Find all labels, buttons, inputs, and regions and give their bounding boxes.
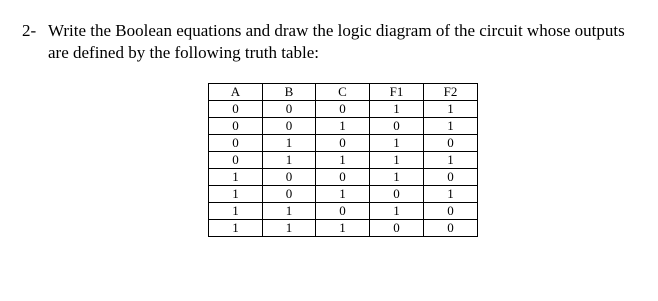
question-row [22, 20, 642, 64]
table-cell: 1 [316, 152, 370, 169]
table-row [209, 118, 478, 135]
table-cell: 1 [424, 118, 478, 135]
table-cell: 0 [209, 135, 263, 152]
table-cell: 1 [370, 169, 424, 186]
table-cell: 1 [370, 152, 424, 169]
table-row [209, 152, 478, 169]
table-cell: 0 [316, 135, 370, 152]
table-cell: 0 [370, 186, 424, 203]
table-cell: 1 [424, 186, 478, 203]
table-cell: 0 [424, 203, 478, 220]
table-cell: 1 [263, 203, 316, 220]
table-cell: 1 [316, 186, 370, 203]
table-cell: 0 [316, 203, 370, 220]
table-cell: 1 [209, 186, 263, 203]
table-cell: 1 [316, 118, 370, 135]
table-cell: 1 [263, 220, 316, 237]
table-cell: 0 [424, 135, 478, 152]
table-row [209, 220, 478, 237]
table-cell: 1 [209, 220, 263, 237]
question-block [22, 20, 642, 64]
table-cell: 1 [424, 101, 478, 118]
question-text: Write the Boolean equations and draw the logic diagram of the circuit whose outputs are defined by the following truth table: [48, 21, 625, 62]
table-cell: 1 [263, 135, 316, 152]
table-row [209, 169, 478, 186]
table-cell: 0 [316, 169, 370, 186]
table-row [209, 135, 478, 152]
table-cell: 1 [263, 152, 316, 169]
table-cell: 0 [263, 186, 316, 203]
column-header-c: C [316, 84, 370, 101]
table-cell: 1 [370, 135, 424, 152]
column-header-f1: F1 [370, 84, 424, 101]
table-cell: 1 [370, 203, 424, 220]
table-cell: 0 [263, 101, 316, 118]
column-header-f2: F2 [424, 84, 478, 101]
table-cell: 0 [263, 169, 316, 186]
table-cell: 0 [370, 118, 424, 135]
table-cell: 1 [370, 101, 424, 118]
column-header-a: A [209, 84, 263, 101]
table-row [209, 186, 478, 203]
table-cell: 1 [316, 220, 370, 237]
table-header-row [209, 84, 478, 101]
question-number: 2- [22, 21, 37, 40]
table-cell: 1 [209, 203, 263, 220]
table-cell: 0 [209, 101, 263, 118]
table-cell: 1 [424, 152, 478, 169]
table-row [209, 203, 478, 220]
table-cell: 0 [209, 152, 263, 169]
truth-table [208, 83, 478, 237]
table-cell: 0 [316, 101, 370, 118]
table-cell: 0 [209, 118, 263, 135]
table-cell: 0 [263, 118, 316, 135]
table-cell: 0 [424, 169, 478, 186]
column-header-b: B [263, 84, 316, 101]
table-cell: 1 [209, 169, 263, 186]
table-cell: 0 [370, 220, 424, 237]
table-row [209, 101, 478, 118]
table-cell: 0 [424, 220, 478, 237]
